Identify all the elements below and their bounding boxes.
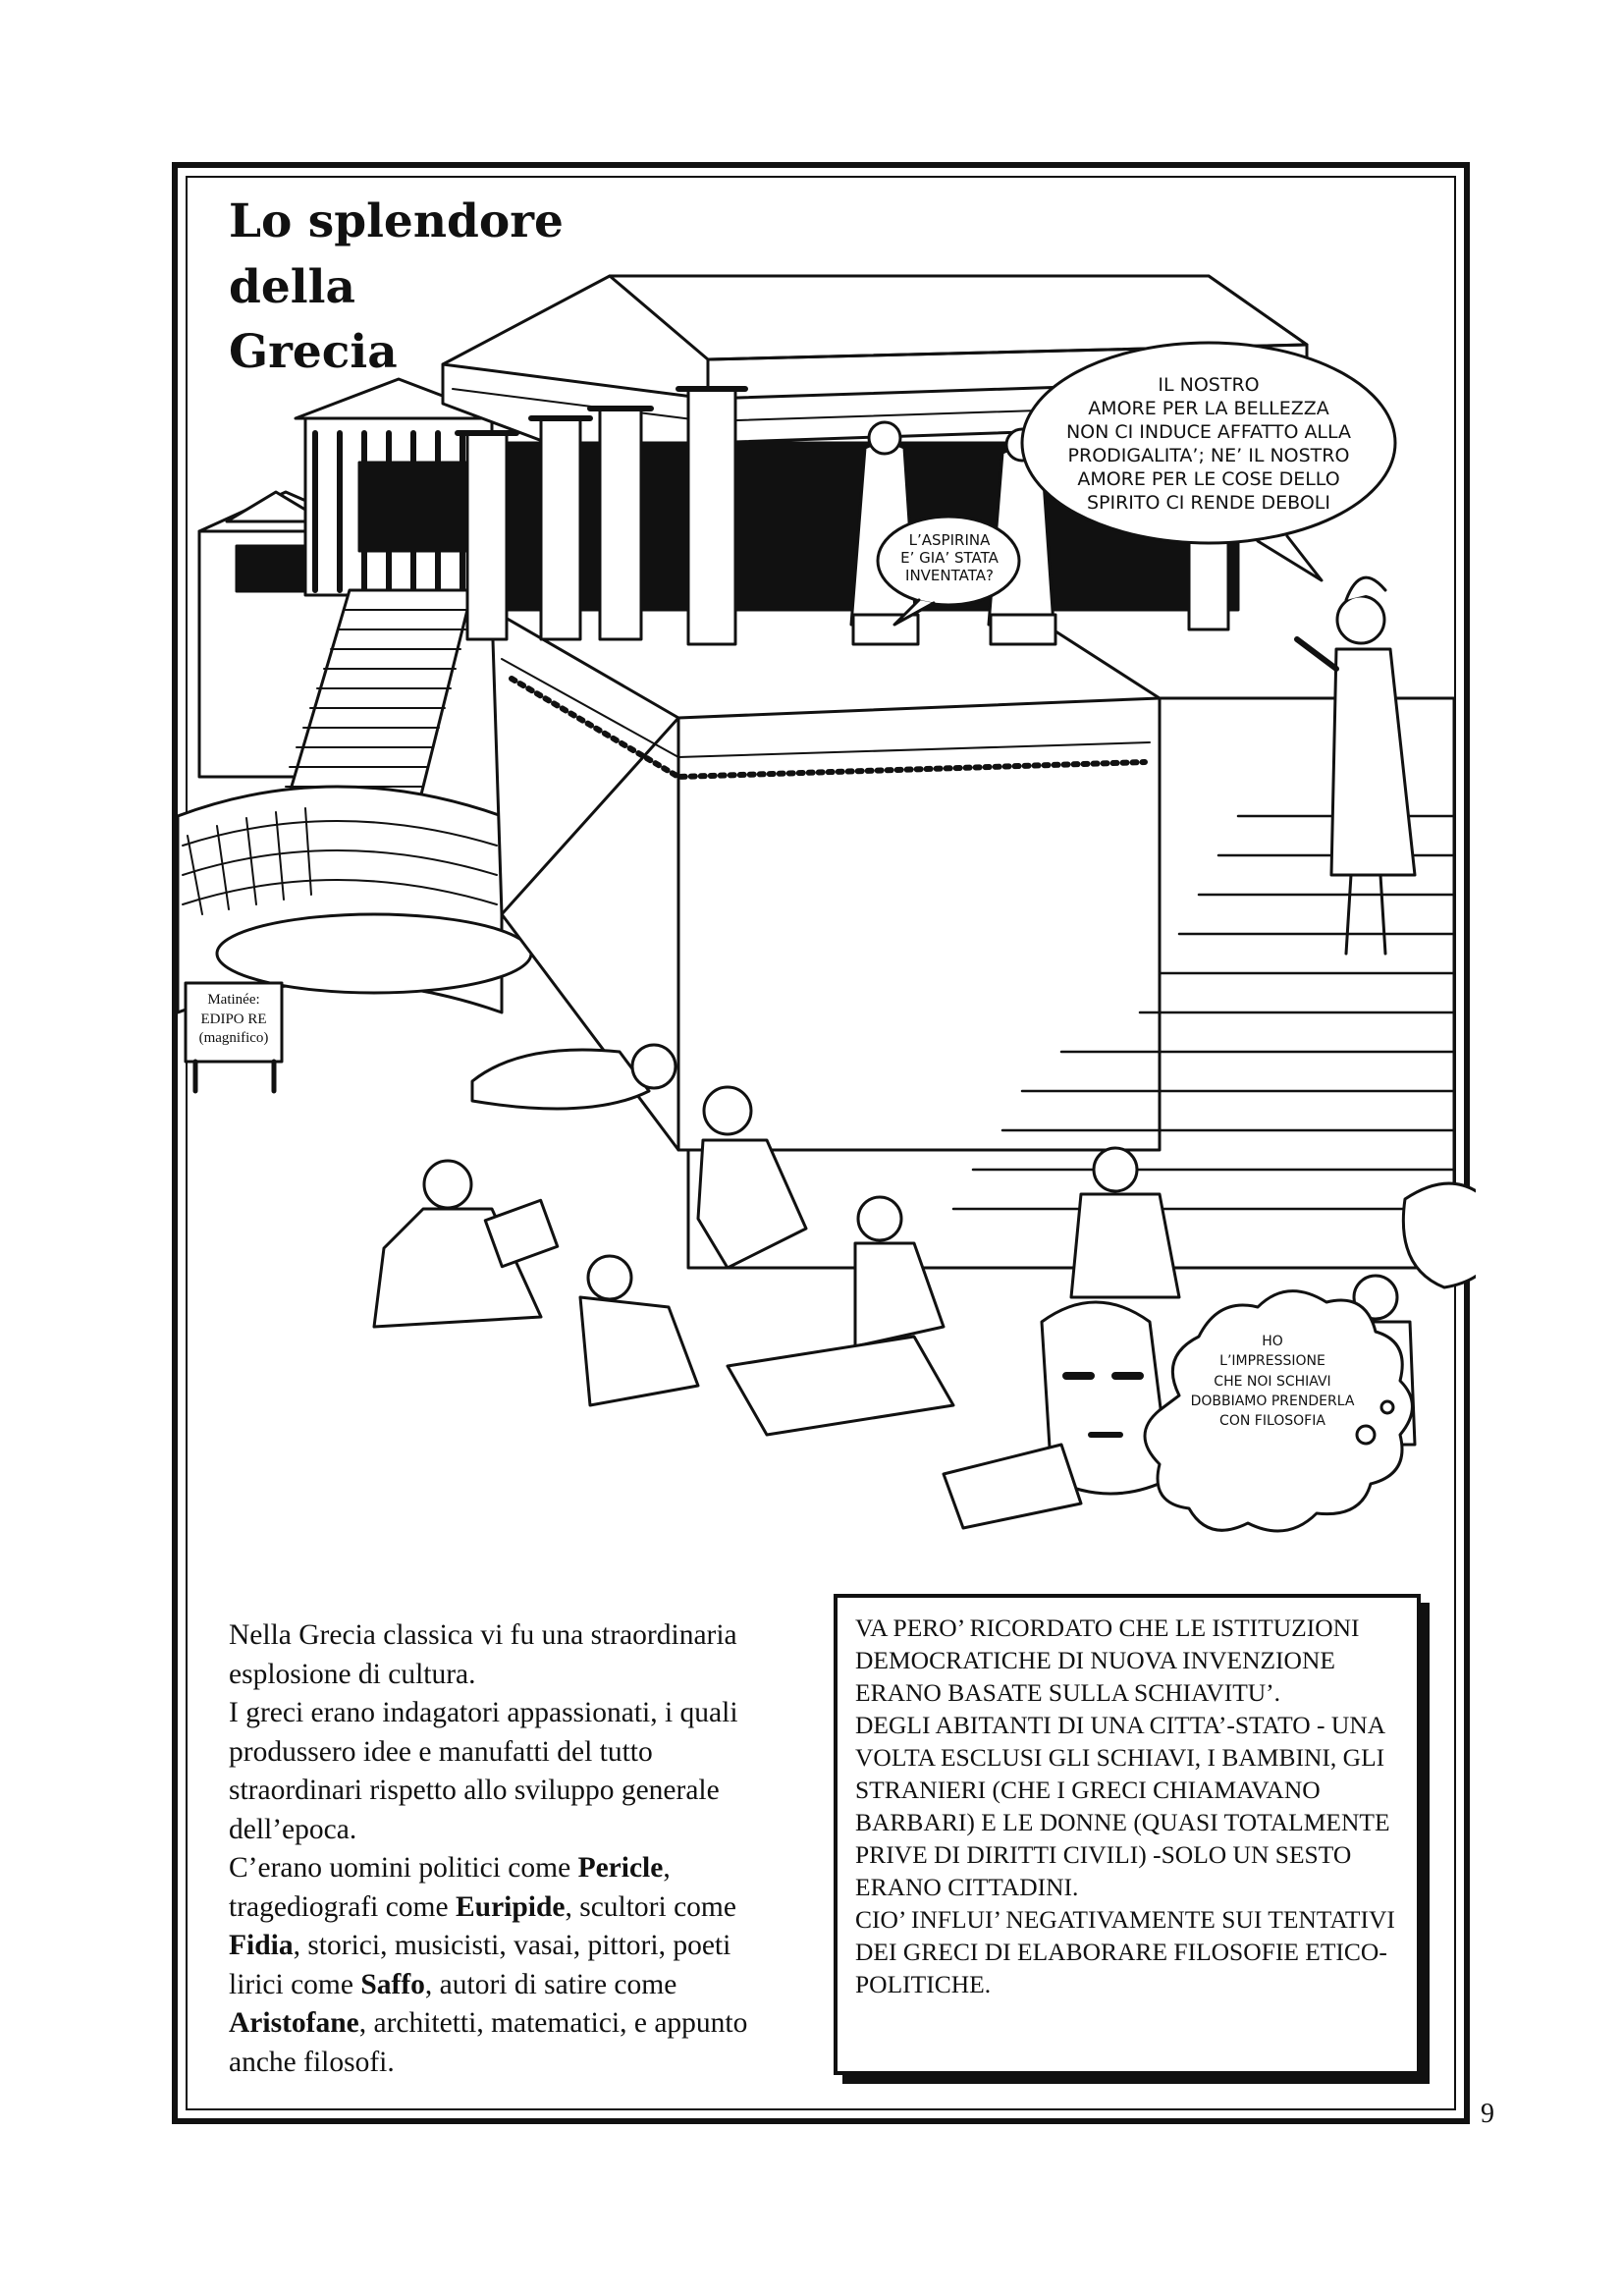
title-line-3: Grecia xyxy=(229,325,398,380)
bubble-line: PRODIGALITA’; NE’ IL NOSTRO xyxy=(1067,444,1350,466)
name-saffo: Saffo xyxy=(360,1968,425,2000)
bubble-line: CON FILOSOFIA xyxy=(1219,1413,1325,1430)
theater xyxy=(178,787,531,1012)
text-run: , scultori come xyxy=(565,1890,736,1923)
bubble-line: INVENTATA? xyxy=(905,567,994,584)
sign-line: (magnifico) xyxy=(198,1030,269,1046)
name-fidia: Fidia xyxy=(229,1930,294,1962)
bubble-line: AMORE PER LA BELLEZZA xyxy=(1088,397,1329,419)
bubble-line: DOBBIAMO PRENDERLA xyxy=(1190,1393,1355,1409)
note-paragraph-3: CIO’ INFLUI’ NEGATIVAMENTE SUI TENTATIVI DEI GRECI DI ELABORARE FILOSOFIE ETICO-POLITICHE. xyxy=(855,1905,1395,1999)
page-title xyxy=(229,190,641,386)
bubble-line: E’ GIA’ STATA xyxy=(900,549,999,567)
title-line-2: della xyxy=(229,259,355,314)
body-paragraph-1: Nella Grecia classica vi fu una straordinaria esplosione di cultura. xyxy=(229,1619,737,1690)
bubble-line: SPIRITO CI RENDE DEBOLI xyxy=(1086,491,1330,514)
bubble-line: L’ASPIRINA xyxy=(908,531,991,549)
title-line-1: Lo splendore xyxy=(229,194,564,248)
text-run: C’erano uomini politici come xyxy=(229,1852,578,1885)
text-run: , architetti, matematici, e appunto anche filosofi. xyxy=(229,2007,748,2078)
bubble-line: L’IMPRESSIONE xyxy=(1219,1353,1325,1370)
text-run: , storici, musicisti, vasai, pittori, poeti lirici come xyxy=(229,1930,731,2000)
name-aristofane: Aristofane xyxy=(229,2007,359,2040)
page-number: 9 xyxy=(1481,2099,1494,2129)
bubble-schiavo-text xyxy=(1184,1332,1361,1431)
note-box xyxy=(834,1594,1421,2075)
bubble-line: HO xyxy=(1262,1334,1283,1349)
bubble-cariatide-text xyxy=(892,531,1006,584)
body-text xyxy=(229,1616,774,2082)
body-paragraph-2: I greci erano indagatori appassionati, i quali produssero idee e manufatti del tutto straordinari rispetto allo sviluppo generale dell’epoca. xyxy=(229,1697,738,1845)
name-euripide: Euripide xyxy=(455,1890,566,1923)
bubble-line: IL NOSTRO xyxy=(1158,374,1260,396)
bubble-line: AMORE PER LE COSE DELLO xyxy=(1077,467,1340,490)
distant-temples xyxy=(199,379,502,806)
text-run: , autori di satire come xyxy=(424,1968,677,2000)
note-paragraph-2: DEGLI ABITANTI DI UNA CITTA’-STATO - UNA VOLTA ESCLUSI GLI SCHIAVI, I BAMBINI, GLI STRANIERI (CHE I GRECI CHIAMAVANO BARBARI) E LE DONNE (QUASI TOTALMENTE PRIVE DI DIRITTI CIVILI) -SOLO UN SESTO ERANO CITTADINI. xyxy=(855,1711,1390,1902)
note-paragraph-1: VA PERO’ RICORDATO CHE LE ISTITUZIONI DEMOCRATICHE DI NUOVA INVENZIONE ERANO BASATE SULLA SCHIAVITU’. xyxy=(855,1613,1360,1708)
comic-panel-frame xyxy=(172,162,1470,2124)
sign-line: EDIPO RE xyxy=(200,1011,267,1027)
bubble-pericle-text xyxy=(1042,374,1376,516)
name-pericle: Pericle xyxy=(577,1852,664,1885)
sign-text xyxy=(186,991,282,1049)
sign-line: Matinée: xyxy=(207,992,260,1008)
bubble-line: NON CI INDUCE AFFATTO ALLA xyxy=(1065,420,1352,443)
bubble-line: CHE NOI SCHIAVI xyxy=(1214,1373,1331,1390)
body-paragraph-3 xyxy=(229,1849,774,2082)
text-run: , tragediografi come xyxy=(229,1852,671,1923)
